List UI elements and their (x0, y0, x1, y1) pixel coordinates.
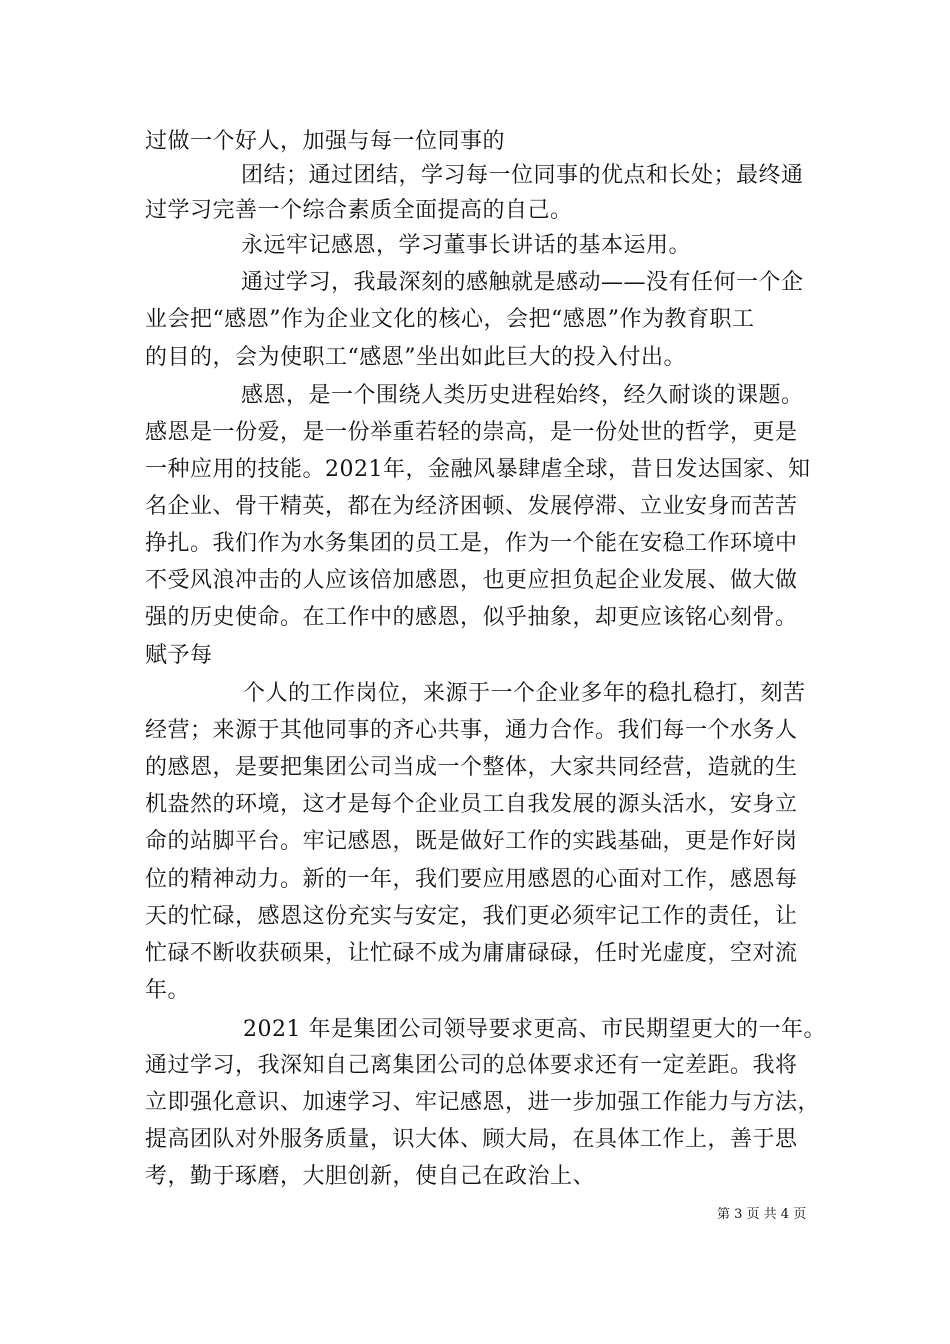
text-line: 位的精神动力。新的一年，我们要应用感恩的心面对工作，感恩每 (145, 867, 798, 892)
text-line: 经营；来源于其他同事的齐心共事，通力合作。我们每一个水务人 (145, 718, 798, 743)
text-line: 的目的，会为使职工“感恩”坐出如此巨大的投入付出。 (145, 345, 686, 370)
text-line: 立即强化意识、加速学习、牢记感恩，进一步加强工作能力与方法， (145, 1090, 821, 1115)
text-line: 永远牢记感恩，学习董事长讲话的基本运用。 (241, 233, 692, 258)
text-line: 的感恩，是要把集团公司当成一个整体，大家共同经营，造就的生 (145, 755, 798, 780)
text-line: 提高团队对外服务质量，识大体、顾大局，在具体工作上，善于思 (145, 1127, 798, 1152)
text-line: 业会把“感恩”作为企业文化的核心，会把“感恩”作为教育职工 (145, 307, 755, 332)
text-line: 忙碌不断收获硕果，让忙碌不成为庸庸碌碌，任时光虚度，空对流 (145, 941, 798, 966)
text-line: 名企业、骨干精英，都在为经济困顿、发展停滞、立业安身而苦苦 (145, 494, 798, 519)
text-line: 命的站脚平台。牢记感恩，既是做好工作的实践基础，更是作好岗 (145, 829, 798, 854)
text-line: 个人的工作岗位，来源于一个企业多年的稳扎稳打，刻苦 (243, 681, 806, 706)
text-line: 天的忙碌，感恩这份充实与安定，我们更必须牢记工作的责任，让 (145, 904, 798, 929)
text-line: 考，勤于琢磨，大胆创新，使自己在政治上、 (145, 1164, 596, 1189)
text-line: 不受风浪冲击的人应该倍加感恩，也更应担负起企业发展、做大做 (145, 568, 798, 593)
text-line: 挣扎。我们作为水务集团的员工是，作为一个能在安稳工作环境中 (145, 531, 798, 556)
page-number: 第 3 页 共 4 页 (717, 1207, 807, 1222)
text-line: 团结；通过团结，学习每一位同事的优点和长处；最终通 (241, 163, 804, 188)
text-line: 感恩是一份爱，是一份举重若轻的崇高，是一份处世的哲学，更是 (145, 420, 798, 445)
text-line: 过学习完善一个综合素质全面提高的自己。 (145, 198, 573, 223)
text-line: 赋予每 (145, 643, 213, 668)
text-line: 机盎然的环境，这才是每个企业员工自我发展的源头活水，安身立 (145, 792, 798, 817)
text-line: 年。 (145, 978, 191, 1003)
text-line: 感恩，是一个围绕人类历史进程始终，经久耐谈的课题。 (241, 383, 804, 408)
text-line: 强的历史使命。在工作中的感恩，似乎抽象，却更应该铭心刻骨。 (145, 605, 798, 630)
text-line: 一种应用的技能。2021年，金融风暴肆虐全球，昔日发达国家、知 (145, 457, 811, 482)
text-line: 通过学习，我最深刻的感触就是感动——没有任何一个企 (241, 270, 804, 295)
text-line: 过做一个好人，加强与每一位同事的 (145, 129, 506, 154)
text-line: 2021 年是集团公司领导要求更高、市民期望更大的一年。 (243, 1017, 826, 1042)
text-line: 通过学习，我深知自己离集团公司的总体要求还有一定差距。我将 (145, 1053, 798, 1078)
